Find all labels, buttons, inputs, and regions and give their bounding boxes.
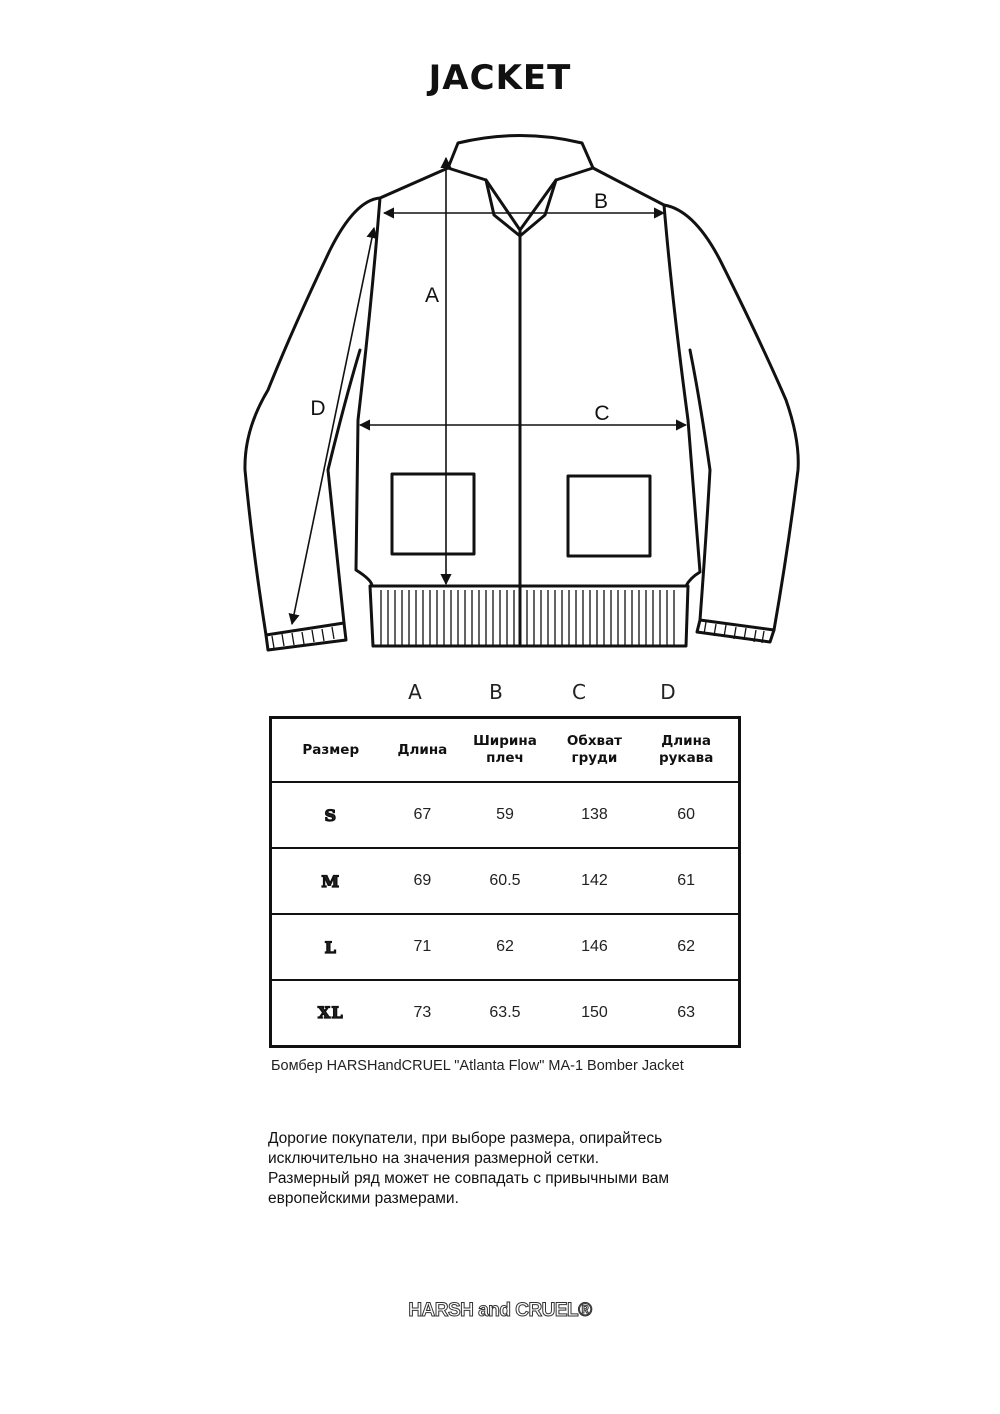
sleeve-value: 63 [677,1003,696,1021]
column-letter-a: A [408,680,422,704]
label-a: A [424,284,440,307]
shoulder-value: 60.5 [489,872,521,889]
note-line: европейскими размерами. [268,1190,459,1207]
chest-value: 138 [581,806,608,823]
label-d: D [310,397,326,420]
length-value: 73 [413,1003,432,1021]
sleeve-value: 62 [677,938,696,955]
column-letter-d: D [660,680,676,704]
brand-text: HARSH and CRUEL® [408,1300,592,1321]
header-size: Размер [302,741,360,758]
size-label: M [321,871,341,891]
sleeve-value: 61 [677,872,696,889]
size-label: L [324,937,337,957]
right-sleeve [664,205,798,630]
waistband [370,586,688,646]
column-letter-b: B [489,680,503,704]
right-pocket [568,476,650,556]
page-title: JACKET [428,58,572,98]
chest-value: 150 [581,1003,608,1021]
collar [448,136,593,237]
shoulder-value: 63.5 [489,1003,521,1021]
product-caption: Бомбер HARSHandCRUEL "Atlanta Flow" MA-1 Bomber Jacket [271,1058,684,1074]
length-value: 67 [413,806,432,823]
sleeve-value: 60 [677,806,696,823]
label-b: B [593,190,609,213]
column-letter-c: C [572,680,586,704]
size-label: S [324,805,338,825]
header-shoulder-width: Ширина плеч [473,733,537,766]
note-line: исключительно на значения размерной сетки. [268,1150,600,1167]
table-row [271,980,740,1046]
measure-d-line [292,228,374,624]
length-value: 69 [413,872,432,889]
header-sleeve-length: Длина рукава [658,733,714,766]
table-row [271,782,740,848]
brand-logo [0,1300,1000,1322]
size-table [269,716,741,1048]
table-row [271,914,740,980]
jacket-diagram [230,125,810,665]
chest-value: 146 [581,938,608,955]
table-header-row [271,718,740,783]
column-letters [0,680,1000,710]
size-note [268,1129,788,1209]
chest-value: 142 [581,872,608,889]
note-line: Размерный ряд может не совпадать с привычными вам [268,1170,670,1187]
size-label: XL [317,1003,344,1023]
shoulder-value: 62 [496,938,514,955]
length-value: 71 [413,938,432,955]
label-c: C [594,402,610,425]
shoulder-value: 59 [496,806,514,823]
header-length: Длина [397,741,448,758]
note-line: Дорогие покупатели, при выборе размера, опирайтесь [268,1130,663,1147]
table-row [271,848,740,914]
left-pocket [392,474,474,554]
header-chest-girth: Обхват груди [566,733,623,766]
